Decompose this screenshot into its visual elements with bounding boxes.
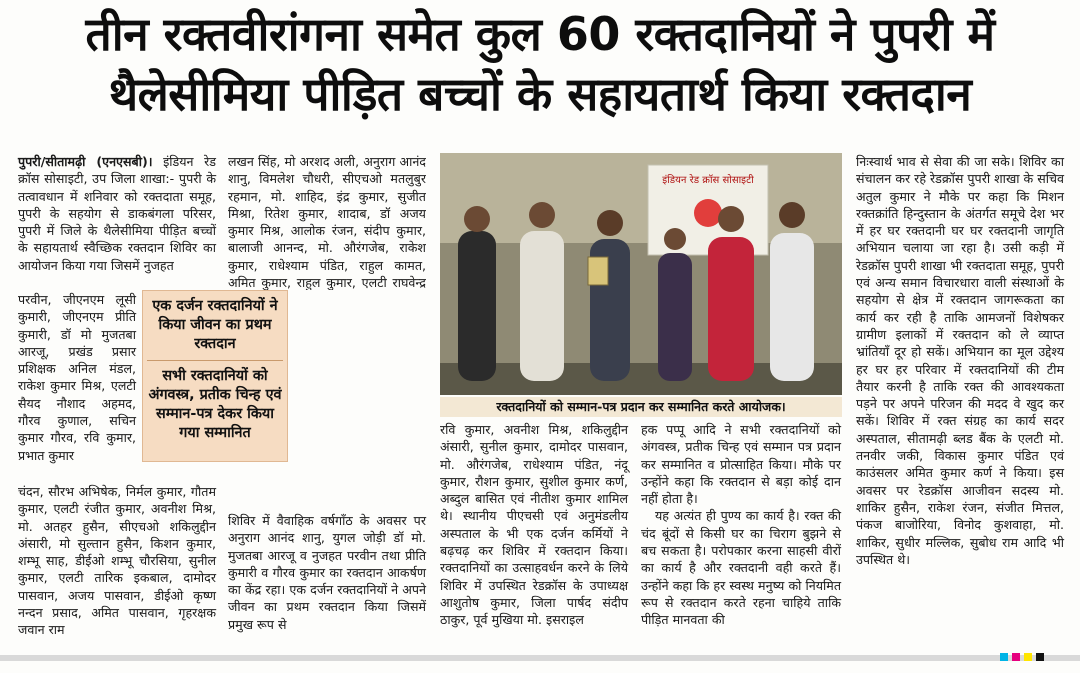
- banner-text: इंडियन रेड क्रॉस सोसाइटी: [662, 175, 754, 186]
- column-4-paragraph-2: यह अत्यंत ही पुण्य का कार्य है। रक्त की चंद बूंदों से किसी घर का चिराग बुझने से बच सकता है। परोपकार करना साहसी वीरों का कार्य है और रक्तदानी वही करते हैं। उन्होंने कहा कि हर स्वस्थ मनुष्य को नियमित रूप से रक्तदान करते रहना चाहिये ताकि पीड़ित मानवता की: [641, 508, 841, 628]
- black-swatch: [1036, 653, 1044, 661]
- column-2-paragraph-1: लखन सिंह, मो अरशद अली, अनुराग आनंद शानु, विमलेश चौधरी, सीएचओ मतलुबुर रहमान, मो. शाहिद, इंद्र कुमार, सुजीत मिश्रा, रितेश कुमार, शादाब, डॉ अजय कुमार मिश्र, आलोक रंजन, संदीप कुमार, बालाजी आनन्द, मो. औरंगजेब, राकेश कुमार, राधेश्याम पंडित, राहुल कामत, अमित कुमार, राहुल कुमार, एलटी राघवेन्द्र: [228, 154, 426, 290]
- cyan-swatch: [1000, 653, 1008, 661]
- column-1-text-1: इंडियन रेड क्रॉस सोसाइटी, उप जिला शाखा:- पुपरी के तत्वावधान में शनिवार को रक्तदाता समूह, पुपरी के सहयोग से डाकबंगला परिसर, पुपरी में जिले के थैलेसीमिया पीड़ित बच्चों के सहायतार्थ स्वैच्छिक रक्तदान शिविर का आयोजन किया गया जिसमें नुजहत: [18, 154, 216, 273]
- column-3-paragraph-1: रवि कुमार, अवनीश मिश्र, शकिलुद्दीन अंसारी, सुनील कुमार, दामोदर पासवान, मो. औरंगजेब, राधेश्याम पंडित, नंदू कुमार, रौशन कुमार, सुशील कुमार कर्ण, अब्दुल बासित एवं नीतीश कुमार शामिल थे। स्थानीय पीएचसी एवं अनुमंडलीय अस्पताल के भी एक दर्जन कर्मियों ने बढ़चढ़ कर शिविर में रक्तदान किया। रक्तदानियों का उत्साहवर्धन करने के लिये शिविर में उपस्थित रेडक्रॉस के उपाध्यक्ष आशुतोष कुमार, जिला पार्षद संदीप ठाकुर, पूर्व मुखिया मो. इसराइल: [440, 422, 628, 628]
- column-4-paragraph-1: हक पप्पू आदि ने सभी रक्तदानियों को अंगवस्त्र, प्रतीक चिन्ह एवं सम्मान पत्र प्रदान कर सम्मानित व प्रोत्साहित किया। मौके पर उन्होंने कहा कि रक्तदान से बड़ा कोई दान नहीं होता है।: [641, 422, 841, 507]
- headline-line-1: तीन रक्तवीरांगना समेत कुल 60 रक्तदानियों ने पुपरी में: [85, 7, 995, 61]
- pullout-quote-1: एक दर्जन रक्तदानियों ने किया जीवन का प्रथम रक्तदान: [152, 298, 278, 352]
- photo-caption: रक्तदानियों को सम्मान-पत्र प्रदान कर सम्मानित करते आयोजक।: [440, 397, 842, 417]
- footer-bar: [0, 655, 1080, 661]
- headline: [8, 4, 1072, 124]
- column-1-paragraph-1: [18, 153, 216, 274]
- photo-illustration: [440, 153, 842, 395]
- article-column-1-narrow: [18, 291, 136, 464]
- color-registration-swatches: [1000, 653, 1044, 661]
- column-5-paragraph-1: निःस्वार्थ भाव से सेवा की जा सके। शिविर का संचालन कर रहे रेडक्रॉस पुपरी शाखा के सचिव अतुल कुमार ने मौके पर कहा कि मिशन रक्तक्रांति हिन्दुस्तान के अंतर्गत समूचे देश भर में हर घर रक्तदानी घर घर रक्तदानी जागृति अभियान चलाया जा रहा है। उसी कड़ी में रेडक्रॉस पुपरी शाखा भी रक्तदाता समूह, पुपरी एवं अन्य समान विचारधारा वाली संस्थाओं के सहयोग से क्षेत्र में रक्तदान जागरूकता का कार्य कर रही है ताकि आमजनों विशेषकर ग्रामीण इलाकों में रक्तदान को ले व्याप्त भ्रांतियाँ दूर हो सकें। अभियान का मूल उद्देश्य हर घर हर परिवार में रक्तदानियों की टीम तैयार करनी है ताकि रक्त की आवश्यकता पड़ने पर अपने परिजन की मदद वे खुद कर सकें। शिविर में रक्त संग्रह का कार्य सदर अस्पताल, सीतामढ़ी ब्लड बैंक के एलटी मो. तनवीर जकी, विकास कुमार पंडित एवं काउंसलर अमित कुमार कर्ण ने किया। इस अवसर पर रेडक्रॉस आजीवन सदस्य मो. शाकिर हुसैन, राकेश रंजन, संजीत मित्तल, पंकज बाजोरिया, विनोद कुशवाहा, मो. शाकिर, सुधीर मल्लिक, सुबोध राम आदि भी उपस्थित थे।: [856, 154, 1064, 567]
- yellow-swatch: [1024, 653, 1032, 661]
- article-column-2: [228, 153, 426, 290]
- headline-line-2: थैलेसीमिया पीड़ित बच्चों के सहायतार्थ किया रक्तदान: [108, 67, 972, 121]
- pullout-box: [142, 290, 288, 462]
- dateline: पुपरी/सीतामढ़ी (एनएसबी)।: [18, 154, 153, 169]
- article-column-4: [641, 421, 841, 629]
- pullout-quote-2: सभी रक्तदानियों को अंगवस्त्र, प्रतीक चिन्ह एवं सम्मान-पत्र देकर किया गया सम्मानित: [147, 360, 283, 443]
- article-column-3: [440, 421, 628, 629]
- column-1-paragraph-2: परवीन, जीएनएम लूसी कुमारी, जीएनएम प्रीति कुमारी, डॉ मो मुजतबा आरजू, प्रखंड प्रसार प्रशिक्षक अनिल मंडल, राकेश कुमार मिश्र, एलटी सैयद नौशाद अहमद, गौरव कुणाल, सचिन कुमार गौरव, रवि कुमार, प्रभात कुमार: [18, 292, 136, 463]
- news-photo: [440, 153, 842, 395]
- article-column-1-bottom: [18, 483, 216, 639]
- column-1-paragraph-3: चंदन, सौरभ अभिषेक, निर्मल कुमार, गौतम कुमार, एलटी रंजीत कुमार, अवनीश मिश्र, मो. अतहर हुसैन, सीएचओ शकिलुद्दीन अंसारी, मो सुल्तान हुसैन, किशन कुमार, शम्भू साह, डीईओ शम्भू चौरसिया, सुनील कुमार, एलटी तारिक इकबाल, दामोदर पासवान, अजय पासवान, डीईओ कृष्ण नन्दन प्रसाद, अमित पासवान, गृहरक्षक जवान राम: [18, 484, 216, 638]
- article-column-5: [856, 153, 1064, 568]
- article-column-1: [18, 153, 216, 274]
- article-column-2-bottom: [228, 512, 426, 633]
- magenta-swatch: [1012, 653, 1020, 661]
- column-2-paragraph-2: शिविर में वैवाहिक वर्षगाँठ के अवसर पर अनुराग आनंद शानु, युगल जोड़ी डॉ मो. मुजतबा आरजू व नुजहत परवीन तथा प्रीति कुमारी व गौरव कुमार का रक्तदान आकर्षण का केंद्र रहा। एक दर्जन रक्तदानियों ने अपने जीवन का प्रथम रक्तदान किया जिसमें प्रमुख रूप से: [228, 513, 426, 632]
